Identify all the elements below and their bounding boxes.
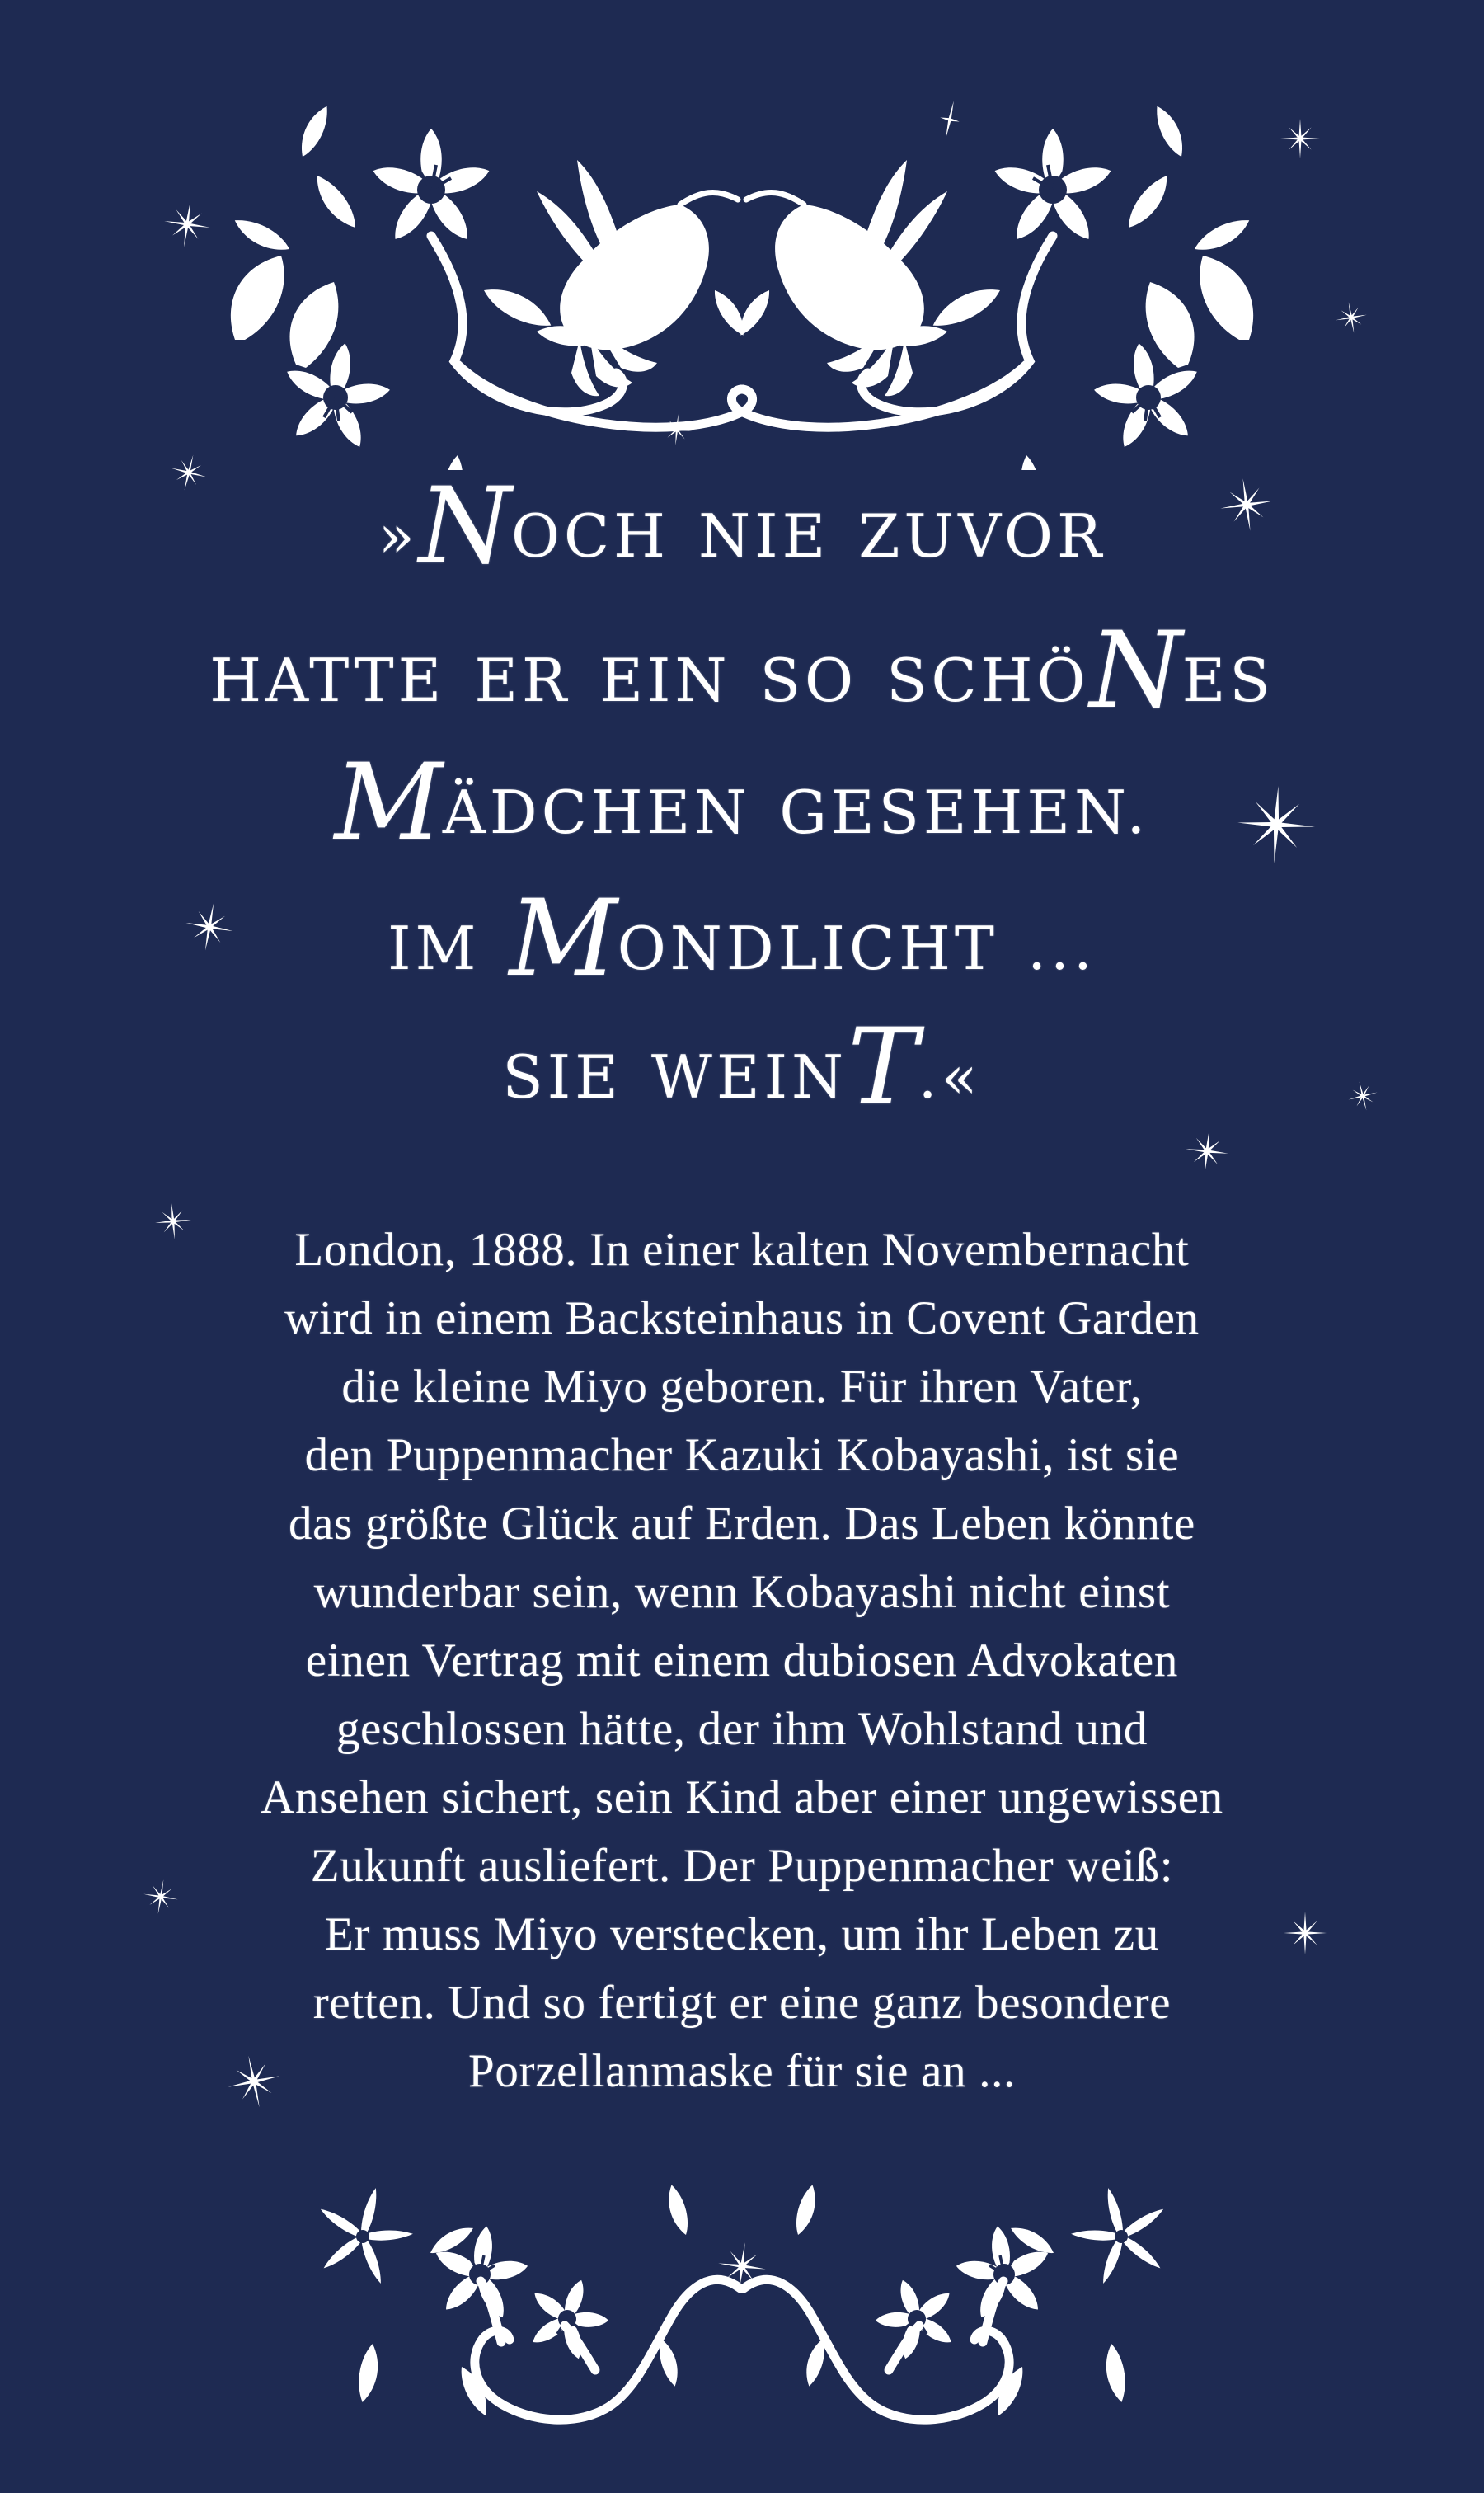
jasmine-flower-icon <box>318 2187 414 2286</box>
eight-point-star-icon <box>718 2242 766 2290</box>
hummingbird-icon <box>537 160 738 396</box>
quote-text: ONDLICHT ... <box>617 914 1097 983</box>
leaf-icon <box>355 2342 381 2403</box>
synopsis-line: geschlossen hätte, der ihm Wohlstand und <box>336 1703 1148 1755</box>
eight-point-star-icon <box>1348 1081 1378 1111</box>
quote-text: SIE WEIN <box>502 1042 848 1112</box>
quote-text: IM <box>387 914 510 983</box>
synopsis-line: einen Vertrag mit einem dubiosen Advokaten <box>305 1635 1179 1686</box>
quote-swash-initial: M <box>334 741 443 865</box>
synopsis-line: Er muss Miyo verstecken, um ihr Leben zu <box>325 1908 1159 1960</box>
synopsis-line: das größte Glück auf Erden. Das Leben könnte <box>288 1498 1196 1550</box>
eight-point-star-icon <box>228 2055 280 2108</box>
quote-text: OCH NIE ZUVOR <box>510 501 1106 571</box>
four-point-sparkle-icon <box>931 101 969 139</box>
quote-line <box>0 1006 1484 1130</box>
quote-text: » <box>378 501 419 571</box>
eight-point-star-icon <box>155 1203 191 1239</box>
floral-border-ornament <box>305 2169 1179 2441</box>
leaf-icon <box>230 214 294 257</box>
eight-point-star-icon <box>1186 1130 1228 1173</box>
eight-point-star-icon <box>186 903 233 951</box>
quote-swash-initial: N <box>418 465 511 589</box>
eight-point-star-icon <box>143 1879 178 1914</box>
quote-swash-initial: T <box>848 1006 918 1130</box>
eight-point-star-icon <box>661 414 693 445</box>
eight-point-star-icon <box>171 454 207 491</box>
eight-point-star-icon <box>1336 302 1367 333</box>
hummingbirds-floral-ornament <box>210 74 1274 470</box>
round-flower-icon <box>528 2278 608 2361</box>
eight-point-star-icon <box>1237 786 1315 863</box>
leaf-icon <box>295 102 334 161</box>
leaf-icon <box>479 280 557 334</box>
synopsis-line: wunderbar sein, wenn Kobayashi nicht einst <box>313 1566 1171 1618</box>
quote-text: ES <box>1181 646 1275 715</box>
synopsis-text <box>0 1216 1484 2105</box>
synopsis-line: Zukunft ausliefert. Der Puppenmacher weiß: <box>310 1840 1174 1892</box>
large-petals <box>231 256 339 368</box>
eight-point-star-icon <box>1220 478 1273 531</box>
synopsis-line: wird in einem Backsteinhaus in Covent Garden <box>284 1292 1200 1344</box>
stem-swirl <box>475 2279 740 2420</box>
quote-text: ÄDCHEN GESEHEN. <box>442 778 1150 847</box>
quote-text: .« <box>918 1042 982 1112</box>
synopsis-line: die kleine Miyo geboren. Für ihren Vater, <box>341 1361 1143 1413</box>
quote-swash-initial: N <box>1089 609 1182 733</box>
synopsis-line: den Puppenmacher Kazuki Kobayashi, ist sie <box>304 1429 1180 1481</box>
quote-text: HATTE ER EIN SO SCHÖ <box>209 646 1090 715</box>
synopsis-line: London, 1888. In einer kalten Novembernacht <box>294 1224 1190 1276</box>
synopsis-line: Porzellanmaske für sie an ... <box>467 2045 1017 2097</box>
eight-point-star-icon <box>1280 119 1320 158</box>
leaf-icon <box>663 2183 693 2237</box>
synopsis-line: Ansehen sichert, sein Kind aber einer ungewissen <box>261 1771 1223 1823</box>
leaf-icon <box>308 171 364 233</box>
quote-line <box>0 609 1484 733</box>
upper-flower-icon <box>370 129 493 245</box>
quote-swash-initial: M <box>509 877 618 1001</box>
eight-point-star-icon <box>1284 1912 1327 1954</box>
eight-point-star-icon <box>164 201 210 247</box>
synopsis-line: retten. Und so fertigt er eine ganz besondere <box>312 1977 1172 2029</box>
